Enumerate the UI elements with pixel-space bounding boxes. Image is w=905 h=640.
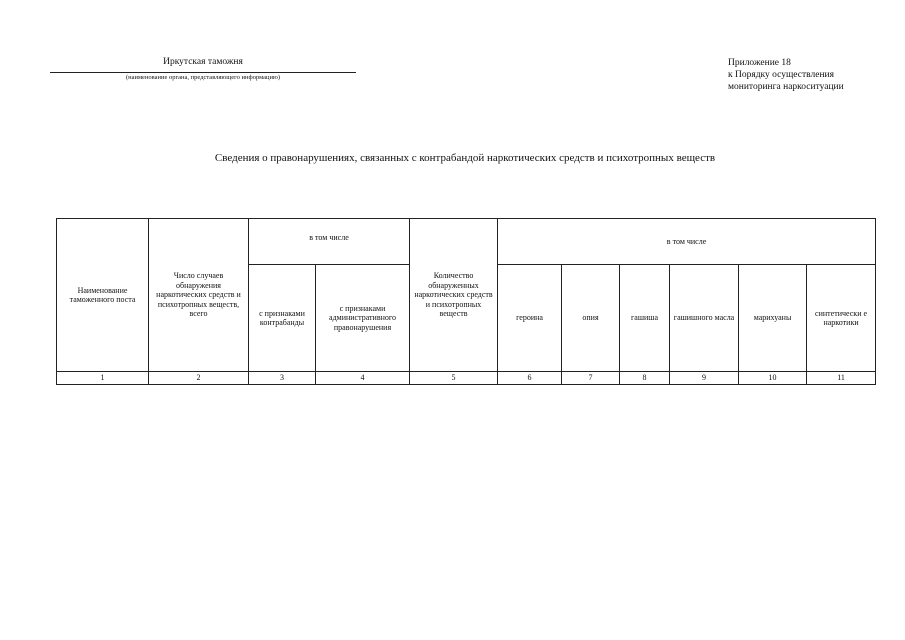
header-smuggling: с признаками контрабанды (249, 265, 316, 372)
appendix-line: Приложение 18 (728, 58, 791, 68)
header-heroin: героина (498, 265, 562, 372)
header-including-1: в том числе (249, 219, 410, 265)
column-number: 1 (57, 372, 149, 385)
header-hashish-oil: гашишного масла (670, 265, 739, 372)
header-post: Наименование таможенного поста (57, 219, 149, 372)
header-including-2: в том числе (498, 219, 876, 265)
column-number: 5 (410, 372, 498, 385)
appendix-line: мониторинга наркоситуации (728, 82, 844, 92)
column-number: 3 (249, 372, 316, 385)
column-number: 6 (498, 372, 562, 385)
column-number: 2 (149, 372, 249, 385)
offenses-table (56, 218, 876, 385)
column-number: 8 (620, 372, 670, 385)
header-marijuana: марихуаны (739, 265, 807, 372)
appendix-line: к Порядку осуществления (728, 70, 834, 80)
column-number: 7 (562, 372, 620, 385)
header-hashish: гашиша (620, 265, 670, 372)
header-cases-total: Число случаев обнаружения наркотических средств и психотропных веществ, всего (149, 219, 249, 372)
column-number: 10 (739, 372, 807, 385)
org-name-underline (50, 72, 356, 73)
header-quantity: Количество обнаруженных наркотических средств и психотропных веществ (410, 219, 498, 372)
column-number: 4 (316, 372, 410, 385)
header-admin: с признаками административного правонарушения (316, 265, 410, 372)
appendix-note (728, 57, 898, 93)
column-number: 9 (670, 372, 739, 385)
document-title: Сведения о правонарушениях, связанных с контрабандой наркотических средств и психотропных веществ (214, 152, 716, 164)
org-caption: (наименование органа, представляющего информацию) (125, 74, 281, 81)
column-number: 11 (807, 372, 876, 385)
org-name: Иркутская таможня (163, 57, 243, 67)
header-opium: опия (562, 265, 620, 372)
header-synthetic: синтетически е наркотики (807, 265, 876, 372)
